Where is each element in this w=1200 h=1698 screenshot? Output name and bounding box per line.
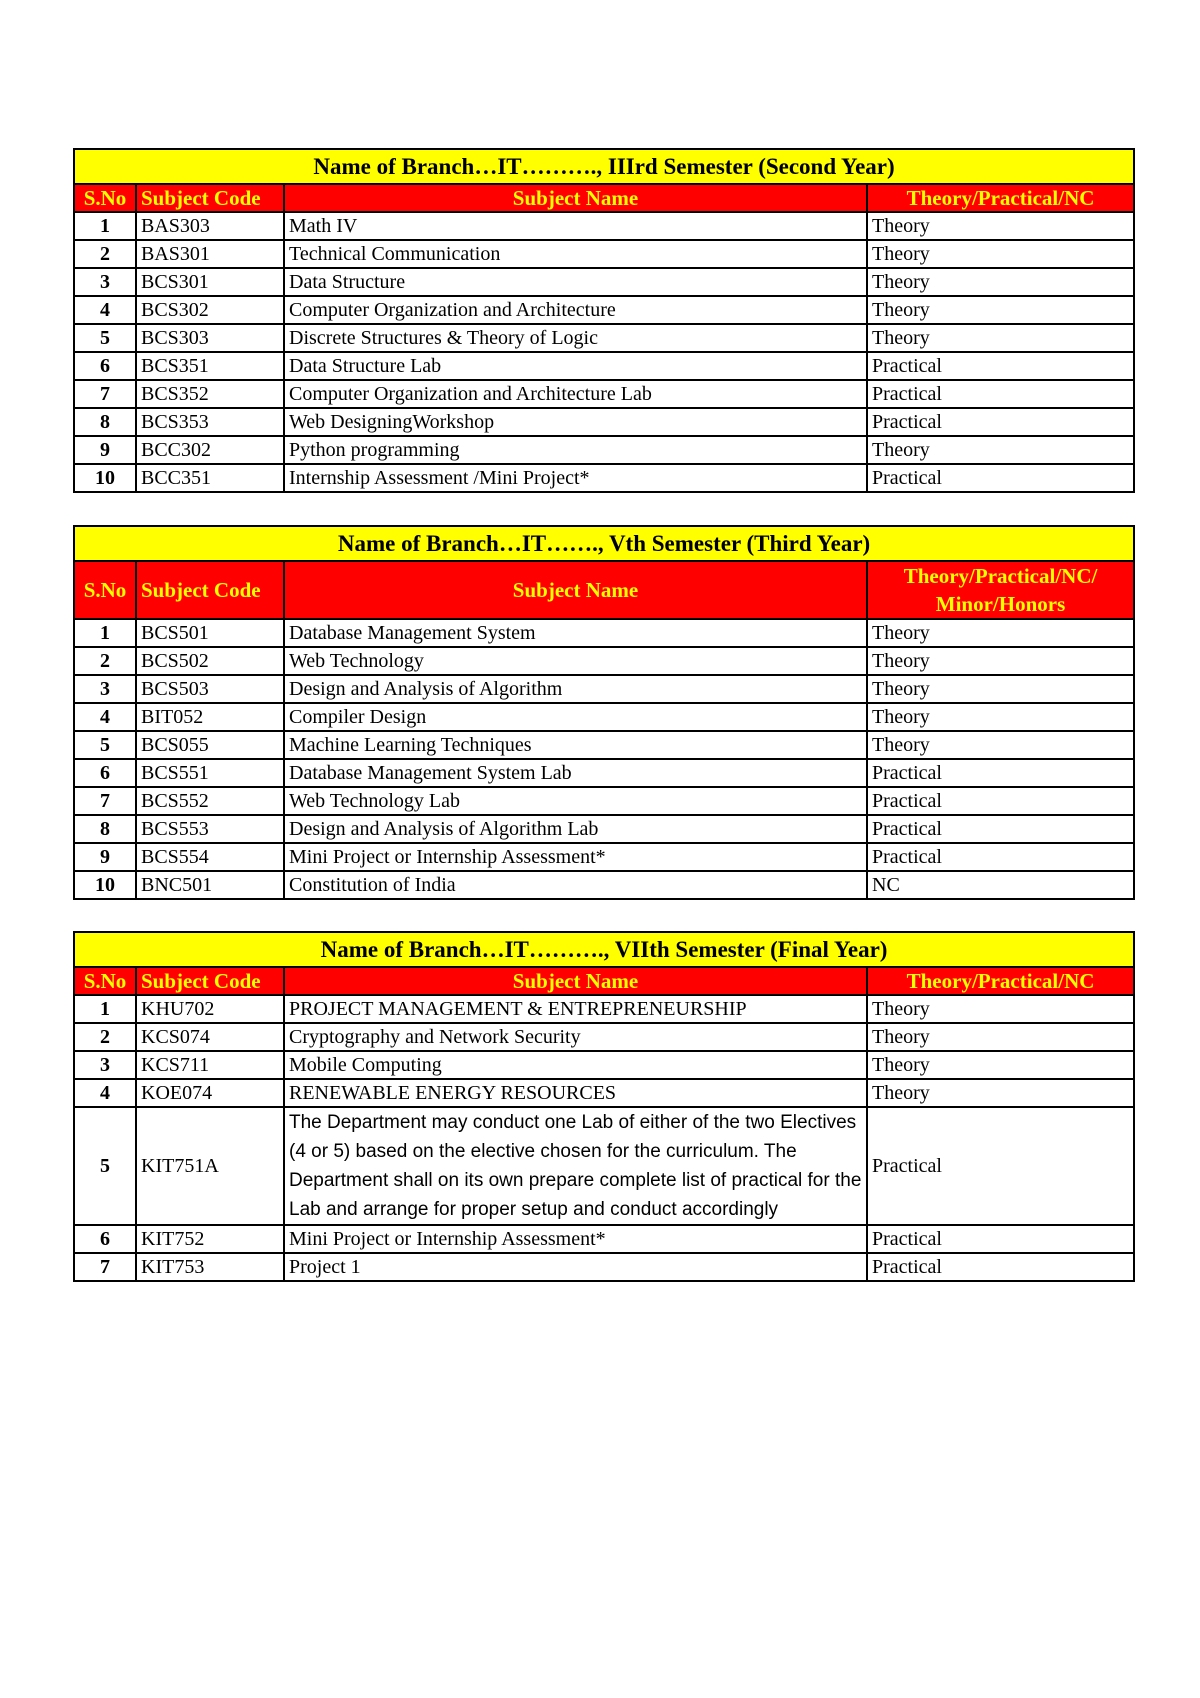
row-code: KOE074 (136, 1079, 284, 1107)
row-type: Practical (867, 1107, 1134, 1225)
table-row (74, 731, 1134, 759)
table-header-row (74, 967, 1134, 995)
row-sno: 8 (74, 815, 136, 843)
row-name: Data Structure (284, 268, 867, 296)
table-header-row (74, 184, 1134, 212)
row-name: Python programming (284, 436, 867, 464)
table-header-row (74, 561, 1134, 619)
table-title-row (74, 526, 1134, 561)
row-sno: 4 (74, 1079, 136, 1107)
header-subject-name: Subject Name (284, 184, 867, 212)
row-type: Practical (867, 380, 1134, 408)
row-name: Computer Organization and Architecture (284, 296, 867, 324)
row-type: Theory (867, 296, 1134, 324)
header-sno: S.No (74, 561, 136, 619)
row-type: NC (867, 871, 1134, 899)
row-type: Theory (867, 647, 1134, 675)
table-title: Name of Branch…IT………., IIIrd Semester (Second Year) (74, 149, 1134, 184)
row-code: KIT752 (136, 1225, 284, 1253)
row-name: Design and Analysis of Algorithm (284, 675, 867, 703)
row-code: BCS503 (136, 675, 284, 703)
row-code: BCS551 (136, 759, 284, 787)
table-row (74, 380, 1134, 408)
row-name: Constitution of India (284, 871, 867, 899)
table-title: Name of Branch…IT……., Vth Semester (Third Year) (74, 526, 1134, 561)
table-row (74, 408, 1134, 436)
row-code: KCS711 (136, 1051, 284, 1079)
header-subject-code: Subject Code (136, 967, 284, 995)
row-sno: 4 (74, 296, 136, 324)
row-name: PROJECT MANAGEMENT & ENTREPRENEURSHIP (284, 995, 867, 1023)
row-name: Discrete Structures & Theory of Logic (284, 324, 867, 352)
row-type: Practical (867, 843, 1134, 871)
row-name: Math IV (284, 212, 867, 240)
row-type: Practical (867, 408, 1134, 436)
table-title: Name of Branch…IT………., VIIth Semester (Final Year) (74, 932, 1134, 967)
row-type: Theory (867, 731, 1134, 759)
row-name: Project 1 (284, 1253, 867, 1281)
row-name: Compiler Design (284, 703, 867, 731)
table-row (74, 995, 1134, 1023)
row-type: Theory (867, 212, 1134, 240)
row-sno: 5 (74, 1107, 136, 1225)
row-sno: 1 (74, 212, 136, 240)
table-row (74, 871, 1134, 899)
semester-7-table (73, 931, 1135, 1282)
row-code: BCS351 (136, 352, 284, 380)
row-code: BCC351 (136, 464, 284, 492)
header-subject-name: Subject Name (284, 561, 867, 619)
row-name: Internship Assessment /Mini Project* (284, 464, 867, 492)
header-type: Theory/Practical/NC/ Minor/Honors (867, 561, 1134, 619)
header-sno: S.No (74, 967, 136, 995)
table-row (74, 464, 1134, 492)
row-sno: 7 (74, 380, 136, 408)
header-subject-name: Subject Name (284, 967, 867, 995)
table-title-row (74, 932, 1134, 967)
row-name: Mini Project or Internship Assessment* (284, 1225, 867, 1253)
table-row (74, 352, 1134, 380)
table-row (74, 815, 1134, 843)
row-name: Mini Project or Internship Assessment* (284, 843, 867, 871)
row-code: BCS554 (136, 843, 284, 871)
row-name: Database Management System Lab (284, 759, 867, 787)
row-sno: 6 (74, 1225, 136, 1253)
row-code: BCS055 (136, 731, 284, 759)
table-row (74, 212, 1134, 240)
row-type: Practical (867, 352, 1134, 380)
row-type: Theory (867, 268, 1134, 296)
row-name: Web Technology Lab (284, 787, 867, 815)
row-type: Theory (867, 436, 1134, 464)
row-name: RENEWABLE ENERGY RESOURCES (284, 1079, 867, 1107)
row-sno: 3 (74, 268, 136, 296)
row-type: Theory (867, 703, 1134, 731)
row-sno: 6 (74, 759, 136, 787)
row-code: BIT052 (136, 703, 284, 731)
table-row (74, 647, 1134, 675)
row-type: Practical (867, 759, 1134, 787)
row-type: Theory (867, 1079, 1134, 1107)
row-code: BCS353 (136, 408, 284, 436)
row-sno: 3 (74, 1051, 136, 1079)
table-row (74, 1253, 1134, 1281)
row-type: Theory (867, 675, 1134, 703)
row-type: Practical (867, 464, 1134, 492)
row-code: BCS301 (136, 268, 284, 296)
row-code: BCS352 (136, 380, 284, 408)
row-type: Practical (867, 815, 1134, 843)
row-code: KIT751A (136, 1107, 284, 1225)
table-row (74, 268, 1134, 296)
row-sno: 3 (74, 675, 136, 703)
row-type: Theory (867, 619, 1134, 647)
row-type: Practical (867, 787, 1134, 815)
table-row (74, 240, 1134, 268)
table-row (74, 759, 1134, 787)
row-code: BAS301 (136, 240, 284, 268)
row-code: KIT753 (136, 1253, 284, 1281)
row-sno: 6 (74, 352, 136, 380)
table-row (74, 436, 1134, 464)
row-sno: 9 (74, 436, 136, 464)
row-name: Computer Organization and Architecture Lab (284, 380, 867, 408)
row-sno: 1 (74, 619, 136, 647)
row-code: BNC501 (136, 871, 284, 899)
row-type: Theory (867, 324, 1134, 352)
row-sno: 2 (74, 1023, 136, 1051)
row-code: BCS302 (136, 296, 284, 324)
table-row (74, 675, 1134, 703)
row-name: Machine Learning Techniques (284, 731, 867, 759)
row-name: Cryptography and Network Security (284, 1023, 867, 1051)
table-row (74, 619, 1134, 647)
row-name: Database Management System (284, 619, 867, 647)
row-sno: 2 (74, 240, 136, 268)
header-type: Theory/Practical/NC (867, 967, 1134, 995)
table-row (74, 703, 1134, 731)
table-row (74, 787, 1134, 815)
row-code: BCS552 (136, 787, 284, 815)
row-code: KCS074 (136, 1023, 284, 1051)
semester-5-table (73, 525, 1135, 900)
row-sno: 5 (74, 731, 136, 759)
row-sno: 7 (74, 1253, 136, 1281)
row-sno: 10 (74, 464, 136, 492)
row-name: Mobile Computing (284, 1051, 867, 1079)
row-name: Technical Communication (284, 240, 867, 268)
row-code: KHU702 (136, 995, 284, 1023)
table-row (74, 1107, 1134, 1225)
row-code: BCS303 (136, 324, 284, 352)
row-name: Web DesigningWorkshop (284, 408, 867, 436)
row-name: Web Technology (284, 647, 867, 675)
row-code: BCS553 (136, 815, 284, 843)
row-name: The Department may conduct one Lab of either of the two Electives (4 or 5) based on the elective chosen for the curriculum. The Department shall on its own prepare complete list of practical for the Lab and arrange for proper setup and conduct accordingly (284, 1107, 867, 1225)
row-code: BAS303 (136, 212, 284, 240)
header-sno: S.No (74, 184, 136, 212)
row-sno: 10 (74, 871, 136, 899)
row-sno: 2 (74, 647, 136, 675)
row-sno: 7 (74, 787, 136, 815)
table-title-row (74, 149, 1134, 184)
table-row (74, 1225, 1134, 1253)
row-sno: 8 (74, 408, 136, 436)
table-row (74, 843, 1134, 871)
row-code: BCC302 (136, 436, 284, 464)
header-subject-code: Subject Code (136, 561, 284, 619)
table-row (74, 296, 1134, 324)
row-type: Theory (867, 995, 1134, 1023)
row-type: Practical (867, 1225, 1134, 1253)
table-row (74, 324, 1134, 352)
row-sno: 1 (74, 995, 136, 1023)
row-name: Design and Analysis of Algorithm Lab (284, 815, 867, 843)
row-sno: 9 (74, 843, 136, 871)
row-code: BCS502 (136, 647, 284, 675)
table-row (74, 1023, 1134, 1051)
row-code: BCS501 (136, 619, 284, 647)
row-sno: 5 (74, 324, 136, 352)
table-row (74, 1079, 1134, 1107)
row-type: Theory (867, 1051, 1134, 1079)
semester-3-table (73, 148, 1135, 493)
header-subject-code: Subject Code (136, 184, 284, 212)
row-name: Data Structure Lab (284, 352, 867, 380)
row-type: Theory (867, 1023, 1134, 1051)
row-type: Practical (867, 1253, 1134, 1281)
header-type: Theory/Practical/NC (867, 184, 1134, 212)
row-type: Theory (867, 240, 1134, 268)
row-sno: 4 (74, 703, 136, 731)
table-row (74, 1051, 1134, 1079)
